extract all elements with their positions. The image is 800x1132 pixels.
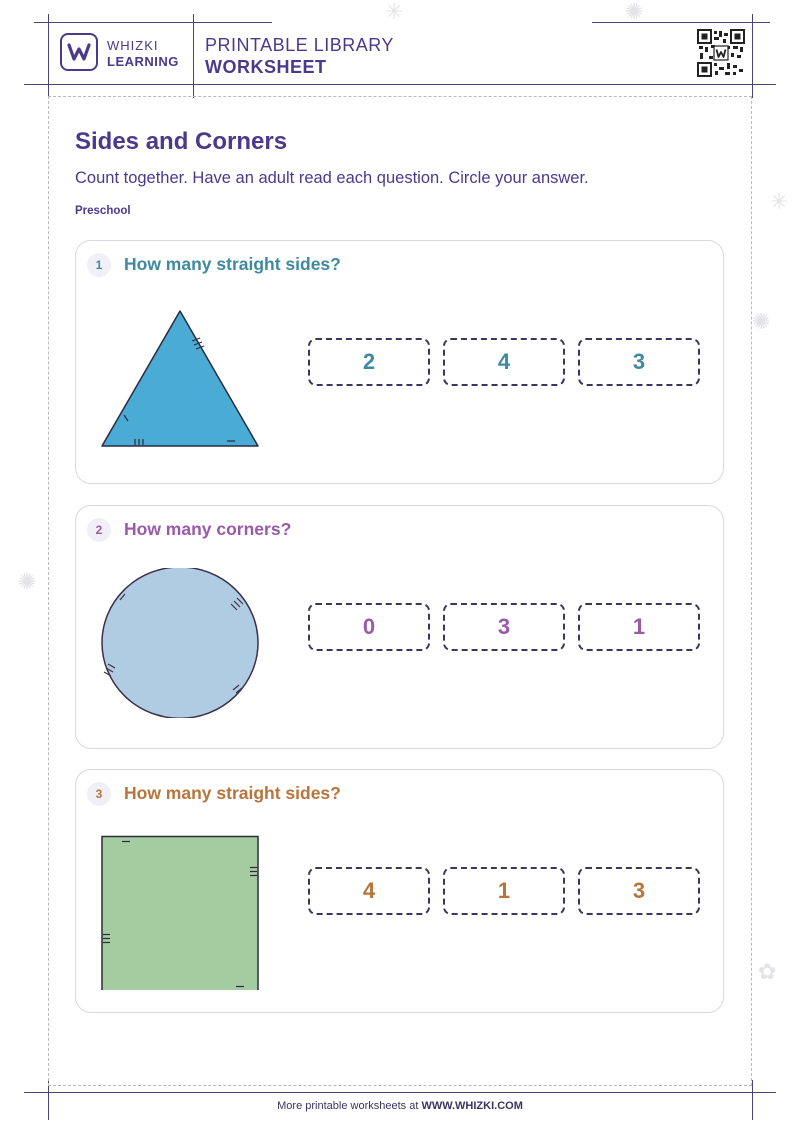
worksheet-instructions: Count together. Have an adult read each question. Circle your answer. (75, 169, 589, 187)
square-shape (96, 825, 266, 990)
answer-option[interactable]: 1 (578, 603, 700, 651)
header-title-line1: PRINTABLE LIBRARY (205, 35, 394, 55)
triangle-shape (96, 303, 266, 453)
qr-code-icon (697, 29, 745, 77)
question-card-1 (75, 240, 724, 484)
question-text: How many straight sides? (124, 783, 341, 803)
header-vrule-left (48, 14, 49, 98)
footer (0, 1100, 800, 1112)
answer-option[interactable]: 3 (578, 867, 700, 915)
doodle-star-icon: ✺ (18, 570, 37, 595)
w-logo-icon (67, 42, 91, 62)
question-number: 3 (87, 782, 111, 806)
answer-options (308, 338, 700, 386)
logo-line2: LEARNING (107, 54, 179, 69)
logo-line1: WHIZKI (107, 38, 159, 53)
answer-option[interactable]: 0 (308, 603, 430, 651)
header-rule-top-left (34, 22, 272, 23)
doodle-star-icon: ✺ (625, 0, 644, 25)
question-number: 1 (87, 253, 111, 277)
doodle-star-icon: ✳ (770, 190, 789, 215)
header-vrule-right (752, 14, 753, 98)
worksheet-title: Sides and Corners (75, 128, 288, 155)
footer-link[interactable]: WWW.WHIZKI.COM (421, 1100, 523, 1112)
footer-rule-top (24, 1092, 776, 1093)
answer-option[interactable]: 1 (443, 867, 565, 915)
question-text: How many corners? (124, 519, 292, 539)
answer-option[interactable]: 2 (308, 338, 430, 386)
doodle-star-icon: ✿ (758, 960, 777, 985)
doodle-star-icon: ✳ (385, 0, 404, 25)
header-rule-top-right (592, 22, 770, 23)
question-number: 2 (87, 518, 111, 542)
answer-options (308, 603, 700, 651)
header-rule-bottom (24, 84, 776, 85)
header-title (205, 34, 394, 78)
footer-prefix: More printable worksheets at (277, 1100, 419, 1112)
question-card-3 (75, 769, 724, 1013)
doodle-star-icon: ✺ (752, 310, 771, 335)
answer-option[interactable]: 3 (578, 338, 700, 386)
logo-wordmark (107, 38, 179, 70)
answer-option[interactable]: 4 (308, 867, 430, 915)
question-card-2 (75, 505, 724, 749)
whizki-logo (60, 33, 98, 71)
grade-level: Preschool (75, 205, 131, 217)
header-title-line2: WORKSHEET (205, 57, 327, 77)
question-text: How many straight sides? (124, 254, 341, 274)
circle-shape (96, 568, 266, 718)
answer-option[interactable]: 3 (443, 603, 565, 651)
header-vrule-mid (193, 14, 194, 98)
answer-options (308, 867, 700, 915)
answer-option[interactable]: 4 (443, 338, 565, 386)
